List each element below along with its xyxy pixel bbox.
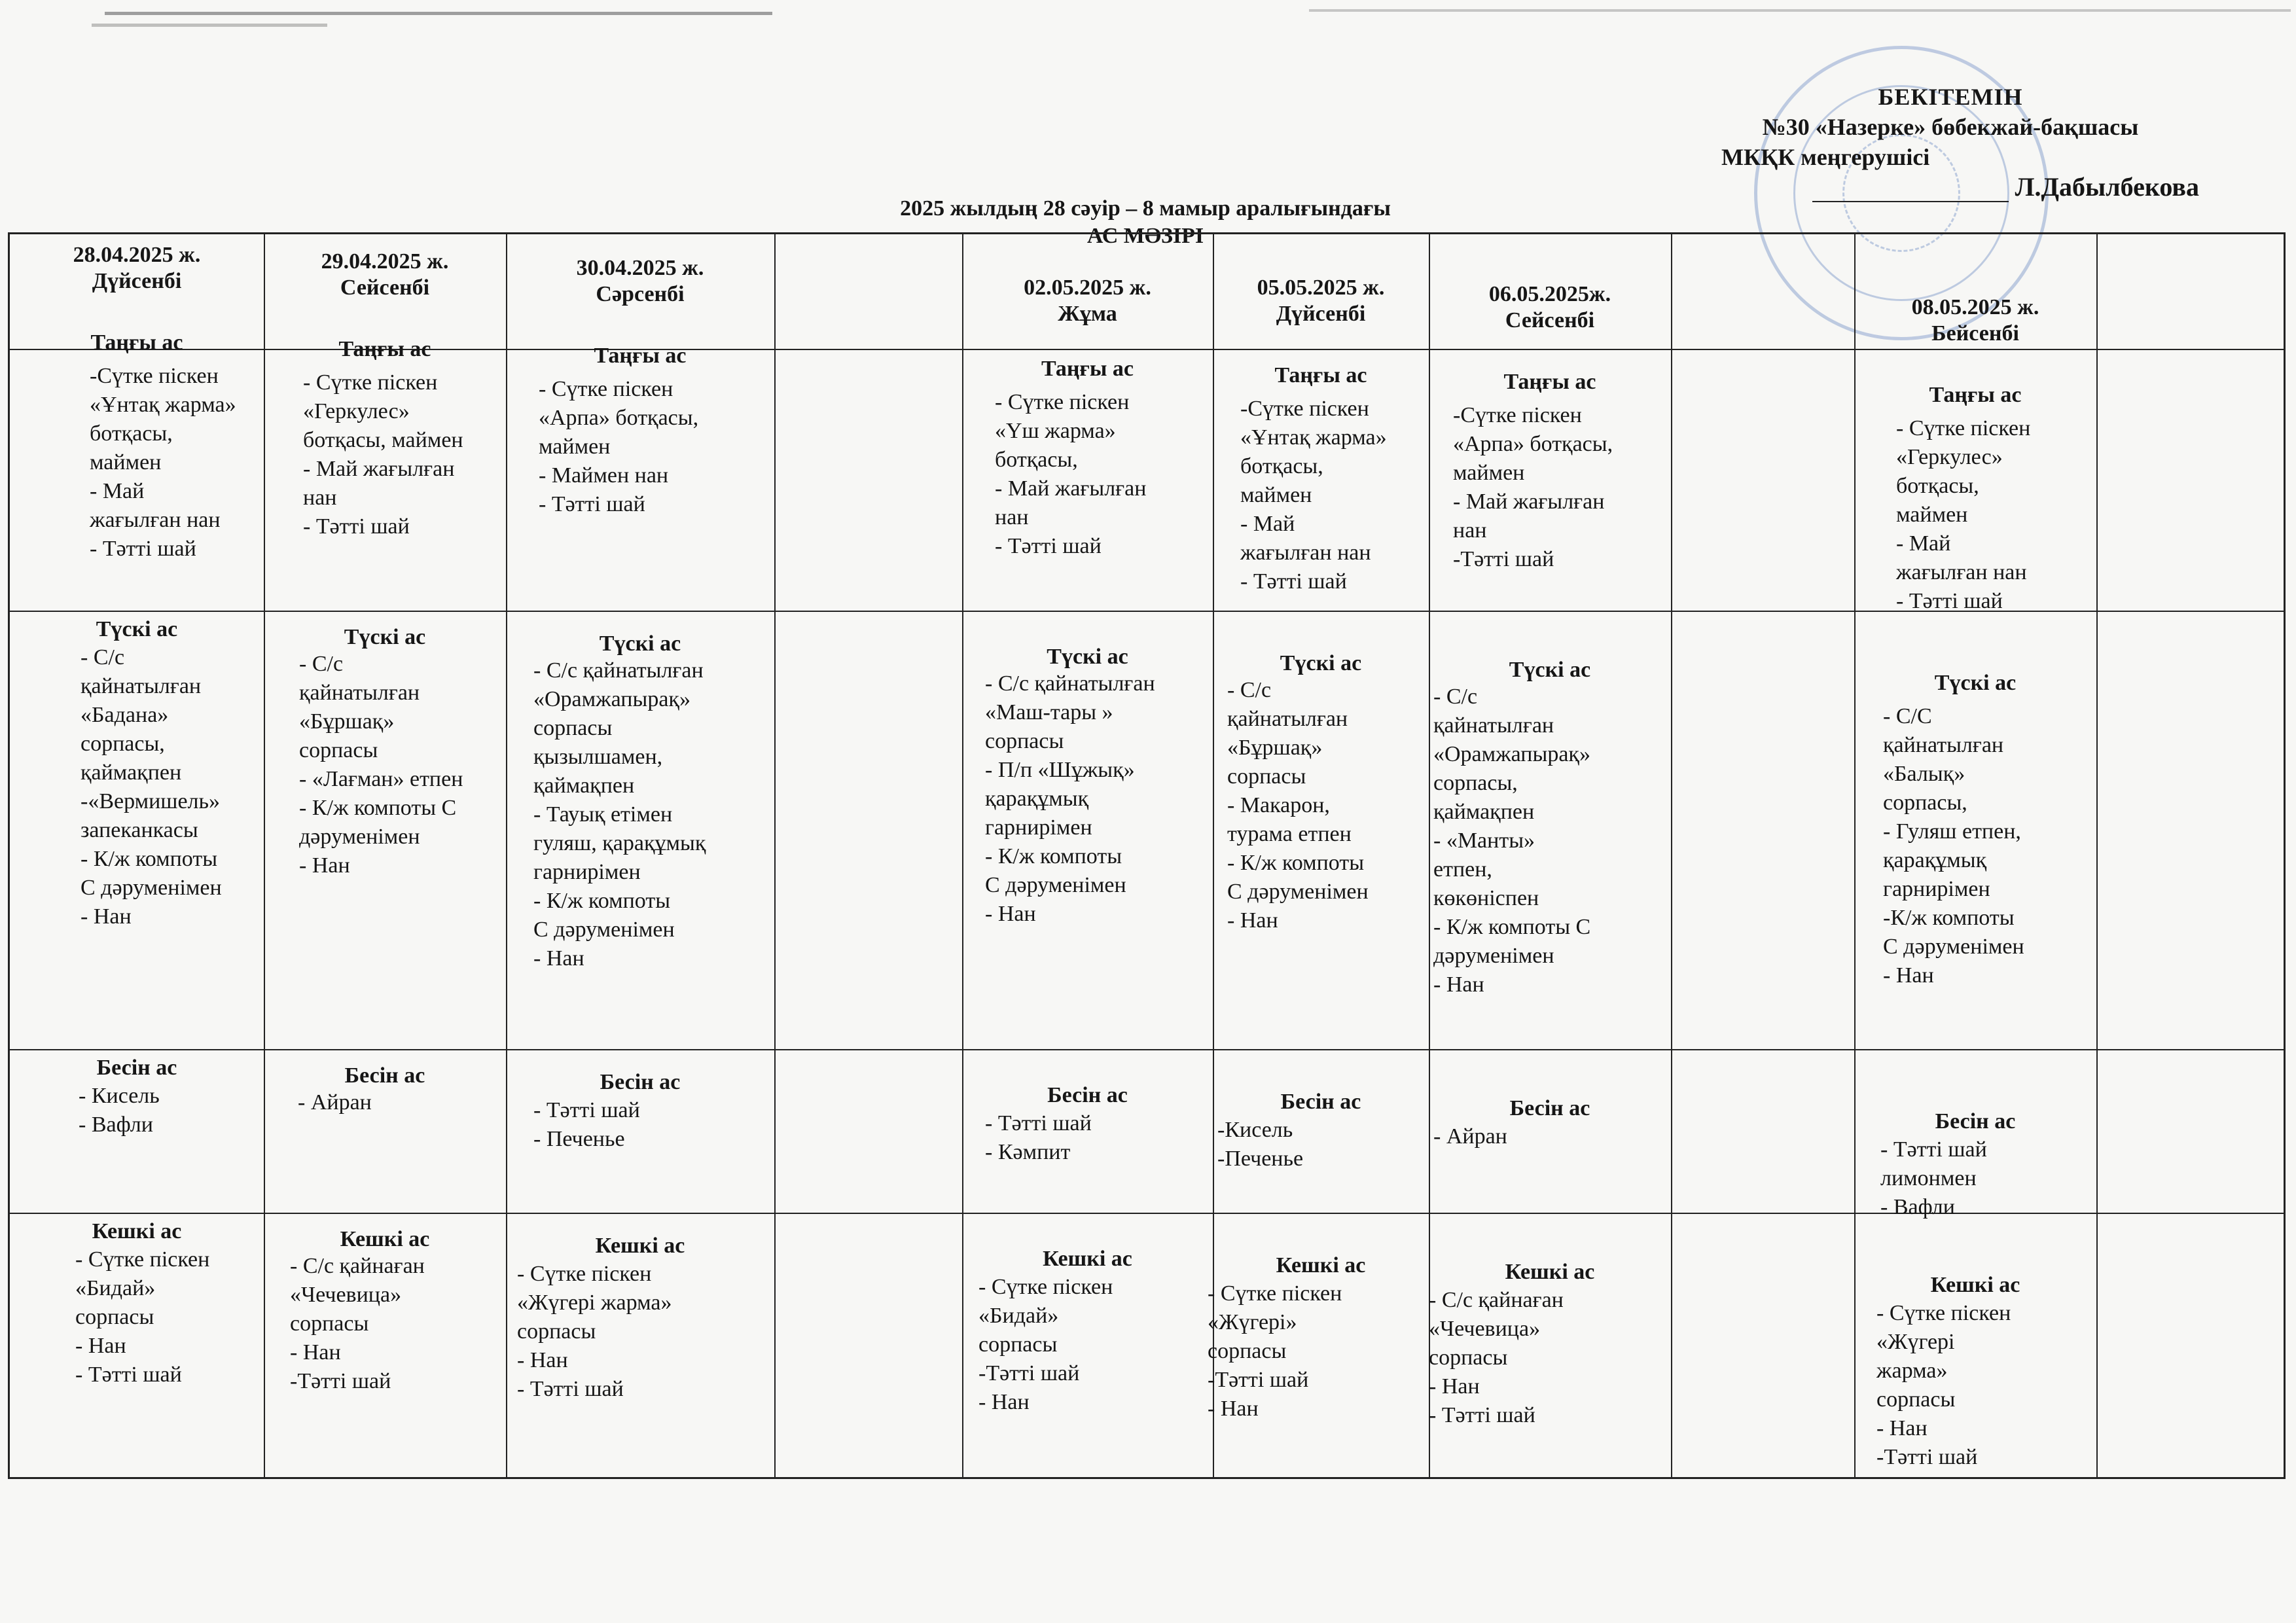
- breakfast-items: -Сүтке піскен «Ұнтақ жарма» ботқасы, маймен - Май жағылған нан - Тәтті шай: [1240, 397, 1387, 594]
- day-header: 28.04.2025 ж. Дүйсенбі: [73, 243, 201, 293]
- approval-signature: [1702, 172, 2199, 202]
- breakfast-items: - Сүтке піскен «Геркулес» ботқасы, маймен - Май жағылған нан - Тәтті шай: [303, 370, 463, 539]
- breakfast-items: - Сүтке піскен «Үш жарма» ботқасы, - Май жағылған нан - Тәтті шай: [995, 390, 1147, 558]
- meal-heading-breakfast: Таңғы ас: [90, 330, 183, 355]
- approval-signatory: Л.Дабылбекова: [2015, 172, 2199, 202]
- dinner-items: - С/с қайнаған «Чечевица» сорпасы - Нан -Тәтті шай: [290, 1254, 425, 1393]
- meal-heading-breakfast: Таңғы ас: [1041, 357, 1134, 381]
- meal-heading-breakfast: Таңғы ас: [1274, 363, 1367, 387]
- meal-heading-snack: Бесін ас: [1509, 1096, 1590, 1120]
- dinner-items: - Сүтке піскен «Жүгері» сорпасы -Тәтті шай - Нан: [1208, 1281, 1342, 1421]
- approval-block: [1702, 82, 2199, 202]
- snack-items: - Тәтті шай - Кәмпит: [985, 1111, 1092, 1164]
- day-header: 30.04.2025 ж. Сәрсенбі: [576, 256, 704, 306]
- day-header: 06.05.2025ж. Сейсенбі: [1488, 282, 1611, 332]
- meal-heading-dinner: Кешкі ас: [1276, 1253, 1366, 1277]
- menu-table: [8, 232, 2286, 1479]
- meal-heading-lunch: Түскі ас: [1280, 651, 1362, 675]
- meal-heading-lunch: Түскі ас: [344, 625, 426, 649]
- title-line-2: АС МӘЗІРІ: [1086, 224, 1204, 248]
- breakfast-items: -Сүтке піскен «Ұнтақ жарма» ботқасы, маймен - Май жағылған нан - Тәтті шай: [90, 364, 236, 561]
- lunch-items: - С/с қайнатылған «Маш-тары » сорпасы - П/п «Шұжық» қарақұмық гарнирімен - К/ж компоты С дәруменімен - Нан: [985, 671, 1155, 926]
- column-divider: [506, 234, 507, 1477]
- meal-heading-snack: Бесін ас: [1047, 1083, 1128, 1107]
- dinner-items: - С/с қайнаған «Чечевица» сорпасы - Нан - Тәтті шай: [1429, 1288, 1564, 1427]
- meal-heading-dinner: Кешкі ас: [595, 1234, 685, 1258]
- lunch-items: - С/с қайнатылған «Бадана» сорпасы, қаймақпен -«Вермишель» запеканкасы - К/ж компоты С дәруменімен - Нан: [81, 645, 222, 929]
- meal-heading-dinner: Кешкі ас: [92, 1219, 182, 1243]
- meal-heading-snack: Бесін ас: [1935, 1109, 2016, 1133]
- snack-items: - Тәтті шай лимонмен - Вафли: [1880, 1137, 1987, 1219]
- day-header: 29.04.2025 ж. Сейсенбі: [321, 249, 449, 300]
- breakfast-items: - Сүтке піскен «Арпа» ботқасы, маймен - Маймен нан - Тәтті шай: [539, 377, 699, 516]
- meal-heading-snack: Бесін ас: [344, 1063, 425, 1088]
- meal-heading-breakfast: Таңғы ас: [594, 344, 687, 368]
- column-divider: [962, 234, 963, 1477]
- scan-artifact: [105, 12, 772, 15]
- breakfast-items: - Сүтке піскен «Геркулес» ботқасы, маймен - Май жағылған нан - Тәтті шай: [1896, 416, 2031, 613]
- meal-heading-lunch: Түскі ас: [599, 632, 681, 656]
- lunch-items: - С/С қайнатылған «Балық» сорпасы, - Гуляш етпен, қарақұмық гарнирімен -К/ж компоты С дәруменімен - Нан: [1883, 704, 2024, 988]
- snack-items: - Кисель - Вафли: [79, 1084, 160, 1137]
- meal-heading-snack: Бесін ас: [600, 1070, 681, 1094]
- column-divider: [1671, 234, 1672, 1477]
- snack-items: - Айран: [298, 1090, 372, 1115]
- dinner-items: - Сүтке піскен «Бидай» сорпасы - Нан - Тәтті шай: [75, 1247, 210, 1387]
- meal-heading-breakfast: Таңғы ас: [338, 337, 431, 361]
- lunch-items: - С/с қайнатылған «Бұршақ» сорпасы - «Лағман» етпен - К/ж компоты С дәруменімен - Нан: [299, 652, 463, 878]
- snack-items: - Тәтті шай - Печенье: [533, 1098, 640, 1151]
- breakfast-items: -Сүтке піскен «Арпа» ботқасы, маймен - Май жағылған нан -Тәтті шай: [1453, 403, 1613, 571]
- meal-heading-dinner: Кешкі ас: [1043, 1247, 1132, 1271]
- scan-artifact: [92, 24, 327, 27]
- snack-items: - Айран: [1433, 1124, 1507, 1149]
- dinner-items: - Сүтке піскен «Жүгері жарма» сорпасы - Нан -Тәтті шай: [1876, 1301, 2011, 1469]
- meal-heading-dinner: Кешкі ас: [340, 1227, 430, 1251]
- approval-heading: БЕКІТЕМІН: [1878, 84, 2023, 110]
- meal-heading-breakfast: Таңғы ас: [1929, 383, 2022, 407]
- scan-artifact: [1309, 9, 2291, 12]
- day-header: 05.05.2025 ж. Дүйсенбі: [1257, 276, 1385, 326]
- signature-line: [1812, 201, 2009, 202]
- day-header: 02.05.2025 ж. Жұма: [1024, 276, 1151, 326]
- meal-heading-lunch: Түскі ас: [1934, 671, 2017, 695]
- dinner-items: - Сүтке піскен «Жүгері жарма» сорпасы - Нан - Тәтті шай: [517, 1262, 672, 1401]
- meal-heading-lunch: Түскі ас: [1509, 658, 1591, 682]
- meal-heading-breakfast: Таңғы ас: [1503, 370, 1596, 394]
- day-header: 08.05.2025 ж. Бейсенбі: [1911, 295, 2039, 346]
- dinner-items: - Сүтке піскен «Бидай» сорпасы -Тәтті шай - Нан: [978, 1275, 1113, 1414]
- approval-role: МКҚК меңгерушісі: [1721, 144, 1930, 170]
- lunch-items: - С/с қайнатылған «Орамжапырақ» сорпасы, қаймақпен - «Манты» етпен, көкөніспен - К/ж компоты С дәруменімен - Нан: [1433, 685, 1591, 997]
- row-divider: [10, 1049, 2284, 1050]
- lunch-items: - С/с қайнатылған «Орамжапырақ» сорпасы қызылшамен, қаймақпен - Тауық етімен гуляш, қарақұмық гарнирімен - К/ж компоты С дәруменімен - Нан: [533, 658, 706, 971]
- column-divider: [2096, 234, 2098, 1477]
- meal-heading-lunch: Түскі ас: [1047, 645, 1128, 669]
- title-line-1: 2025 жылдың 28 сәуір – 8 мамыр аралығындағы: [900, 196, 1391, 221]
- meal-heading-dinner: Кешкі ас: [1505, 1260, 1595, 1284]
- lunch-items: - С/с қайнатылған «Бұршақ» сорпасы - Макарон, турама етпен - К/ж компоты С дәруменімен - Нан: [1227, 678, 1369, 933]
- meal-heading-snack: Бесін ас: [96, 1056, 177, 1080]
- meal-heading-lunch: Түскі ас: [96, 617, 178, 641]
- snack-items: -Кисель -Печенье: [1217, 1118, 1304, 1171]
- meal-heading-snack: Бесін ас: [1280, 1090, 1361, 1114]
- approval-org: №30 «Назерке» бөбекжай-бақшасы: [1762, 114, 2139, 140]
- meal-heading-dinner: Кешкі ас: [1930, 1273, 2020, 1297]
